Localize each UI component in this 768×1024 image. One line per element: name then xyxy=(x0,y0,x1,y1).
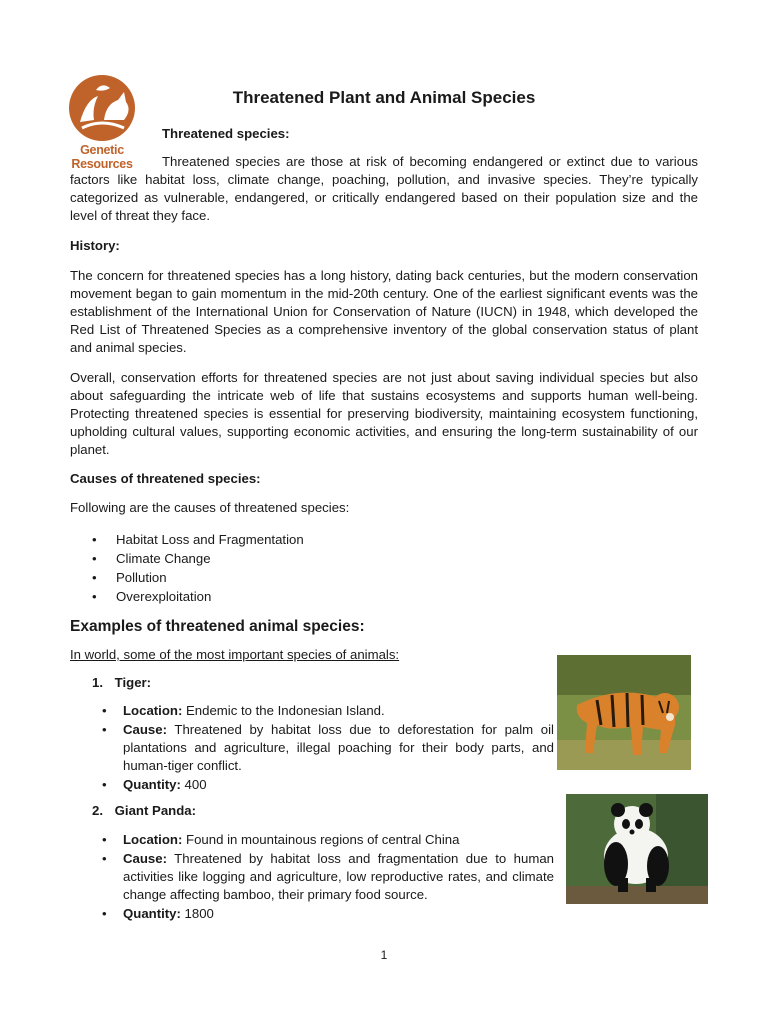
cause-value: Threatened by habitat loss due to deforestation for palm oil plantations and agriculture, illegal poaching for their body parts, and human-tiger conflict. xyxy=(123,722,554,773)
panda-location xyxy=(100,831,554,849)
quantity-label: Quantity: xyxy=(123,906,181,921)
list-item: • Habitat Loss and Fragmentation xyxy=(70,530,304,549)
tiger-title xyxy=(92,675,151,690)
tiger-quantity xyxy=(100,776,554,794)
examples-subheading: In world, some of the most important species of animals: xyxy=(70,647,400,662)
panda-quantity xyxy=(100,905,554,923)
location-label: Location: xyxy=(123,832,183,847)
panda-number: 2. xyxy=(92,803,103,818)
quantity-value: 400 xyxy=(180,777,207,792)
causes-intro: Following are the causes of threatened species: xyxy=(70,500,350,515)
tiger-cause xyxy=(100,721,554,775)
history-paragraph-1: The concern for threatened species has a long history, dating back centuries, but the modern conservation movement began to gain momentum in the mid-20th century. One of the earliest significant events was the establishment of the International Union for Conservation of Nature (IUCN) in 1948, which developed the Red List of Threatened Species as a comprehensive inventory of the global conservation status of plant and animal species. xyxy=(70,268,698,355)
list-item: • Overexploitation xyxy=(70,587,304,606)
giant-panda-photo xyxy=(566,794,708,904)
tiger-details xyxy=(100,702,554,795)
history-heading: History: xyxy=(70,238,120,253)
tiger-location xyxy=(100,702,554,720)
page-number: 1 xyxy=(380,948,388,962)
location-label: Location: xyxy=(123,703,183,718)
panda-details xyxy=(100,831,554,924)
cause-value: Threatened by habitat loss and fragmentation due to human activities like logging and agriculture, low reproductive rates, and climate change affecting bamboo, their primary food source. xyxy=(123,851,554,902)
logo-text: Genetic Resources xyxy=(71,143,133,171)
page-title: Threatened Plant and Animal Species xyxy=(232,88,536,107)
history-paragraph-2: Overall, conservation efforts for threatened species are not just about saving individual species but also about safeguarding the intricate web of life that sustains ecosystems and supports human well-being. Protecting threatened species is essential for preserving biodiversity, maintaining ecosystem functioning, upholding cultural values, supporting economic activities, and ensuring the long-term sustainability of our planet. xyxy=(70,370,698,457)
threatened-heading: Threatened species: xyxy=(162,126,290,141)
examples-heading: Examples of threatened animal species: xyxy=(70,618,365,635)
quantity-label: Quantity: xyxy=(123,777,181,792)
list-item: • Pollution xyxy=(70,568,304,587)
quantity-value: 1800 xyxy=(180,906,214,921)
cause-label: Cause: xyxy=(123,851,167,866)
location-value: Found in mountainous regions of central China xyxy=(182,832,460,847)
panda-name: Giant Panda: xyxy=(114,803,197,818)
cause-label: Cause: xyxy=(123,722,167,737)
causes-heading: Causes of threatened species: xyxy=(70,471,261,486)
causes-list xyxy=(70,530,304,606)
threatened-body: Threatened species are those at risk of becoming endangered or extinct due to various factors like habitat loss, climate change, poaching, pollution, and invasive species. They’re typically categorized as vulnerable, endangered, or critically endangered based on their population size and the level of threat they face. xyxy=(70,154,698,223)
tiger-name: Tiger: xyxy=(114,675,152,690)
list-item: • Climate Change xyxy=(70,549,304,568)
tiger-photo xyxy=(557,655,691,770)
tiger-number: 1. xyxy=(92,675,103,690)
location-value: Endemic to the Indonesian Island. xyxy=(182,703,385,718)
panda-title xyxy=(92,803,196,818)
panda-cause xyxy=(100,850,554,904)
